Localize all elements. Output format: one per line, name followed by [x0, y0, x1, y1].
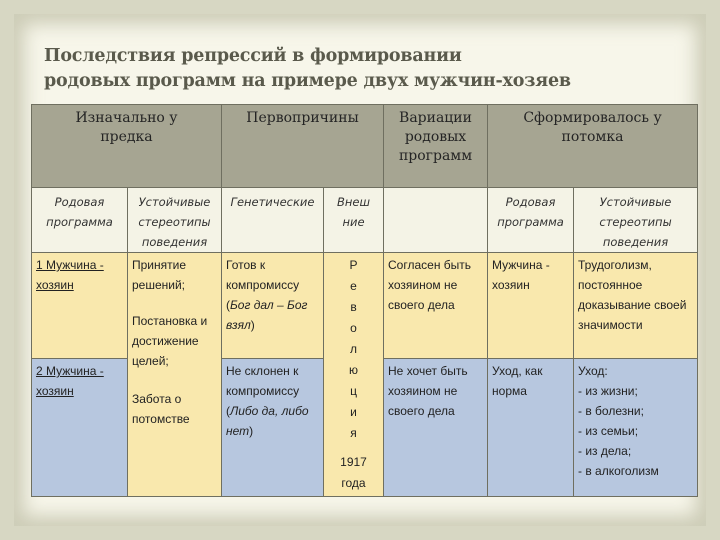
header-formed: Сформировалось у потомка	[488, 105, 698, 188]
r1-program-cell: 1 Мужчина - хозяин	[32, 253, 128, 359]
programs-table	[31, 104, 698, 497]
r2-genetic-cell: Не склонен к компромиссу (Либо да, либо нет)	[222, 359, 324, 497]
sub-stereotypes-2: Устойчивые стереотипы поведения	[574, 188, 698, 253]
r2-variation-cell: Не хочет быть хозяином не своего дела	[384, 359, 488, 497]
revolution-letters: Р е в о л ю ц и я 1917 года	[340, 258, 367, 490]
title-line-1: Последствия репрессий в формировании	[44, 46, 462, 66]
r2-program-cell: 2 Мужчина - хозяин	[32, 359, 128, 497]
header-variations: Вариации родовых программ	[384, 105, 488, 188]
sub-genetic: Генетические	[222, 188, 324, 253]
r1-genetic-cell: Готов к компромиссу (Бог дал – Бог взял)	[222, 253, 324, 359]
r2-formed-program-cell: Уход, как норма	[488, 359, 574, 497]
r1-formed-program-cell: Мужчина - хозяин	[488, 253, 574, 359]
sub-variation-empty	[384, 188, 488, 253]
sub-stereotypes: Устойчивые стереотипы поведения	[128, 188, 222, 253]
header-causes: Первопричины	[222, 105, 384, 188]
r1-variation-cell: Согласен быть хозяином не своего дела	[384, 253, 488, 359]
header-row	[32, 105, 698, 188]
header-initial: Изначально у предка	[32, 105, 222, 188]
sub-rod-program-2: Родовая программа	[488, 188, 574, 253]
external-cell	[324, 253, 384, 497]
sub-rod-program: Родовая программа	[32, 188, 128, 253]
sub-external: Внеш ние	[324, 188, 384, 253]
stereotypes-cell: Принятие решений; Постановка и достижение целей; Забота о потомстве	[128, 253, 222, 497]
row-1	[32, 253, 698, 359]
r2-formed-stereo-cell: Уход: - из жизни; - в болезни; - из семьи; - из дела; - в алкоголизм	[574, 359, 698, 497]
slide-title	[44, 44, 684, 94]
subheader-row	[32, 188, 698, 253]
r1-formed-stereo-cell: Трудоголизм, постоянное доказывание своей значимости	[574, 253, 698, 359]
title-line-2: родовых программ на примере двух мужчин-хозяев	[44, 71, 571, 91]
